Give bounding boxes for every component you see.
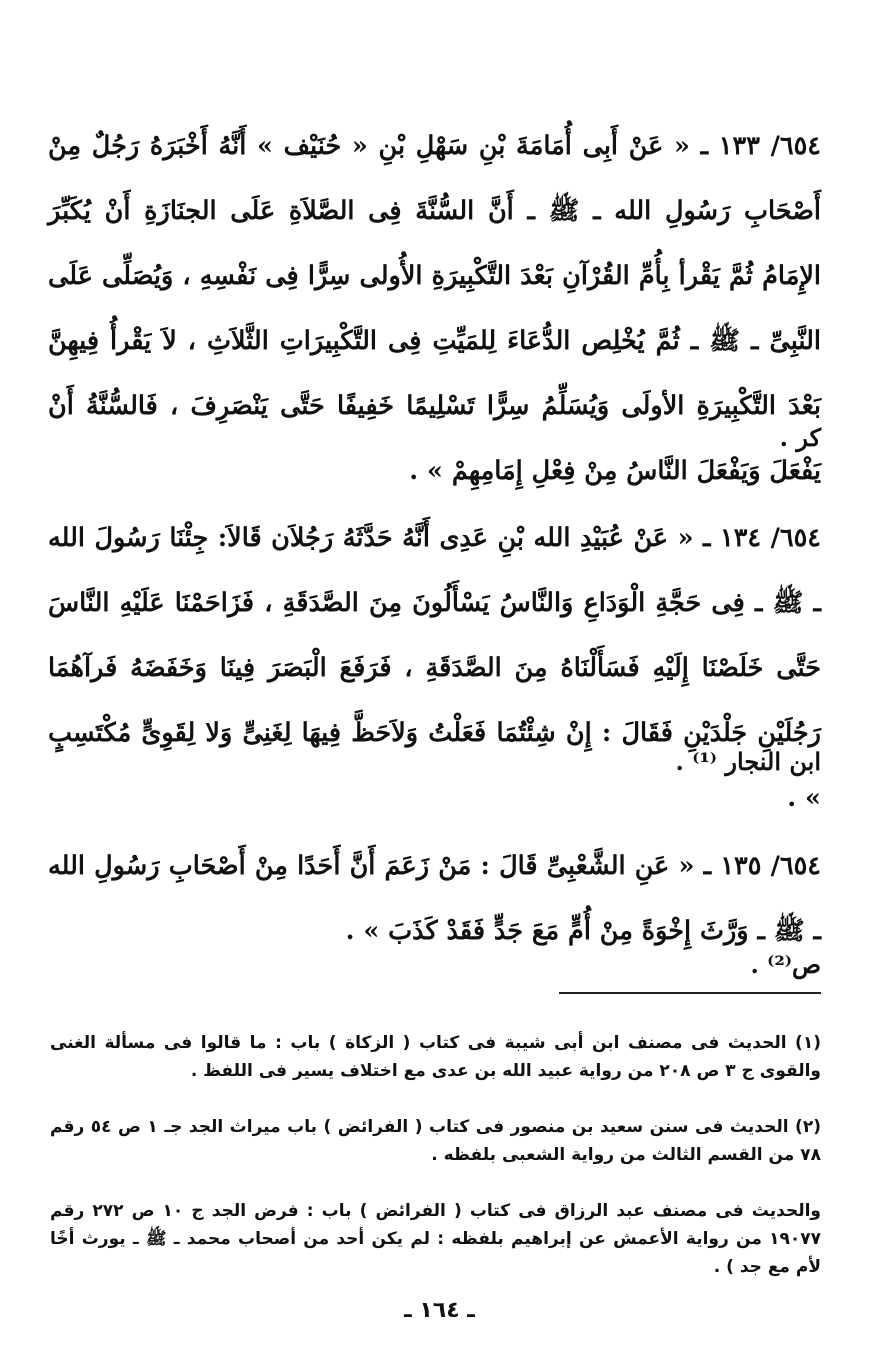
page-number: ـ ١٦٤ ـ <box>404 1298 475 1323</box>
hadith-135-text: ٦٥٤/ ١٣٥ ـ « عَنِ الشَّعْبِىِّ قَالَ : مَنْ زَعَمَ أَنَّ أَحَدًا مِنْ أَصْحَابِ رَسُولِ الله ـ ﷺ ـ وَرَّثَ إِخْوَةً مِنْ أُمٍّ مَعَ جَدٍّ فَقَدْ كَذَبَ » . <box>48 850 821 946</box>
footnote-2-continued: والحديث فى مصنف عبد الرزاق فى كتاب ( الفرائض ) باب : فرض الجد ج ١٠ ص ٢٧٢ رقم ١٩٠٧٧ من رواية الأعمش عن إبراهيم بلفظه : لم يكن أحد من أصحاب محمد ـ ﷺ ـ يورث أخًا لأم مع جد ) . <box>50 1201 821 1277</box>
footnote-2: (٢) الحديث فى سنن سعيد بن منصور فى كتاب ( الفرائض ) باب ميراث الجد جـ ١ ص ٥٤ رقم ٧٨ من القسم الثالث من رواية الشعبى بلفظه . <box>50 1117 821 1165</box>
hadith-133-text: ٦٥٤/ ١٣٣ ـ « عَنْ أَبِى أُمَامَةَ بْنِ سَهْلِ بْنِ « حُنَيْف » أَنَّهُ أَخْبَرَهُ رَجُلٌ مِنْ أَصْحَابِ رَسُولِ الله ـ ﷺ ـ أَنَّ السُّنَّةَ فِى الصَّلاَةِ عَلَى الجنَازَةِ أَنْ يُكَبِّرَ الإِمَامُ ثُمَّ يَقْرأ بِأُمِّ القُرْآنِ بَعْدَ التَّكْبِيرَةِ الأُولى سِرًّا فِى نَفْسِهِ ، وَيُصَلِّى عَلَى النَّبِىِّ ـ ﷺ ـ ثُمَّ يُخْلِص الدُّعَاءَ لِلمَيِّتِ فِى التَّكْبِيرَاتِ الثَّلاَثِ ، لاَ يَقْرأُ فِيهِنَّ بَعْدَ التَّكْبِيرَةِ الأولَى وَيُسَلِّمُ سِرًّا تَسْلِيمًا خَفِيفًا حَتَّى يَنْصَرِفَ ، فَالسُّنَّةُ أَنْ يَفْعَلَ وَيَفْعَلَ النَّاسُ مِنْ فِعْلِ إِمَامِهِمْ » . <box>48 130 821 486</box>
hadith-134-source: ابن النجار ⁽¹⁾ . <box>675 747 821 776</box>
hadith-135-source: ص⁽²⁾ . <box>750 950 821 979</box>
hadith-134-text: ٦٥٤/ ١٣٤ ـ « عَنْ عُبَيْدِ الله بْنِ عَدِى أَنَّهُ حَدَّثَهُ رَجُلاَن قَالاَ: جِئْنَا رَسُولَ الله ـ ﷺ ـ فِى حَجَّةِ الْوَدَاعِ وَالنَّاسُ يَسْأَلُونَ مِنَ الصَّدَقَةِ ، فَزَاحَمْنَا عَلَيْهِ النَّاسَ حَتَّى خَلَصْنَا إِلَيْهِ فَسَأَلْنَاهُ مِنَ الصَّدَقَةِ ، فَرَفَعَ الْبَصَرَ فِينَا وَخَفَضَهُ فَرآهُمَا رَجُلَيْنِ جَلْدَيْنِ فَقَالَ : إِنْ شِئْتُمَا فَعَلْتُ وَلاَحَظَّ فِيهَا لِغَنِىٍّ وَلا لِقَوِىٍّ مُكْتَسِبٍ » . <box>48 522 821 813</box>
footnote-divider <box>559 992 821 994</box>
hadith-133-source: كر . <box>779 423 821 452</box>
footnote-1: (١) الحديث فى مصنف ابن أبى شيبة فى كتاب ( الزكاة ) باب : ما قالوا فى مسألة الغنى والقوى ج ٣ ص ٢٠٨ من رواية عبيد الله بن عدى مع اختلاف يسير فى اللفظ . <box>50 1033 821 1081</box>
